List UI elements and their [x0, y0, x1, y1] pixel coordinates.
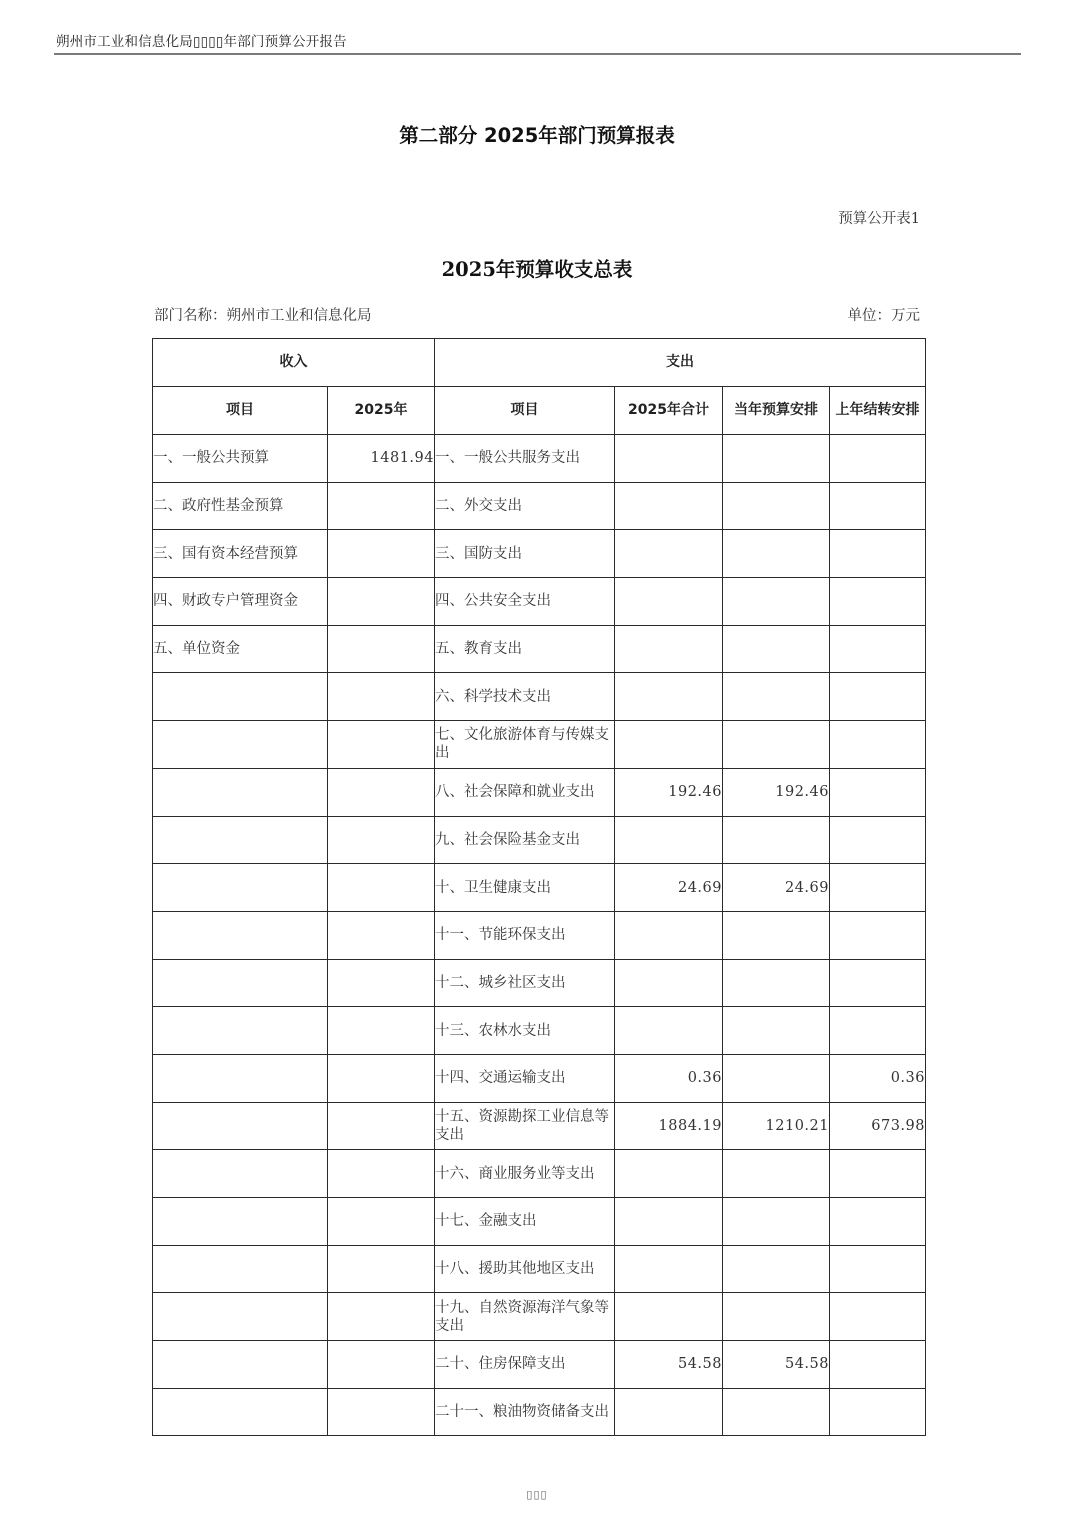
expense-current-cell	[723, 673, 830, 721]
table-row	[153, 578, 926, 626]
unit-label: 单位：万元	[847, 308, 920, 324]
income-amount-cell	[328, 1245, 435, 1293]
income-amount-cell	[328, 721, 435, 769]
expense-current-cell	[723, 1150, 830, 1198]
income-item-cell: 一、一般公共预算	[153, 435, 328, 483]
expense-total-cell	[615, 673, 723, 721]
expense-current-cell	[723, 911, 830, 959]
budget-summary-table	[152, 338, 926, 1436]
expense-item-cell: 三、国防支出	[435, 530, 615, 578]
expense-carryover-cell	[830, 1150, 926, 1198]
table-row	[153, 1245, 926, 1293]
expense-current-cell	[723, 1388, 830, 1436]
table-row	[153, 625, 926, 673]
table-row	[153, 1054, 926, 1102]
expense-total-cell: 54.58	[615, 1341, 723, 1389]
expense-current-cell	[723, 959, 830, 1007]
expense-total-cell	[615, 1293, 723, 1341]
table-title: 2025年预算收支总表	[441, 258, 633, 281]
expense-total-cell	[615, 1245, 723, 1293]
expense-total-cell	[615, 911, 723, 959]
part-title: 第二部分 2025年部门预算报表	[399, 124, 675, 147]
income-amount-cell	[328, 816, 435, 864]
expense-item-cell: 七、文化旅游体育与传媒支出	[435, 721, 615, 769]
table-row	[153, 768, 926, 816]
expense-current-cell	[723, 1245, 830, 1293]
income-amount-cell	[328, 1007, 435, 1055]
expense-carryover-cell	[830, 673, 926, 721]
expense-item-cell: 十二、城乡社区支出	[435, 959, 615, 1007]
expense-carryover-cell	[830, 1007, 926, 1055]
expense-total-cell	[615, 816, 723, 864]
income-item-cell	[153, 959, 328, 1007]
col-income-2025: 2025年	[328, 387, 435, 435]
col-expense-total: 2025年合计	[615, 387, 723, 435]
income-amount-cell	[328, 482, 435, 530]
income-amount-cell	[328, 1388, 435, 1436]
expense-item-cell: 十五、资源勘探工业信息等支出	[435, 1102, 615, 1150]
expense-current-cell	[723, 482, 830, 530]
table-row	[153, 1341, 926, 1389]
expense-item-cell: 八、社会保障和就业支出	[435, 768, 615, 816]
expense-item-cell: 二十一、粮油物资储备支出	[435, 1388, 615, 1436]
income-item-cell	[153, 1150, 328, 1198]
income-item-cell	[153, 1102, 328, 1150]
expense-total-cell: 192.46	[615, 768, 723, 816]
income-item-cell: 三、国有资本经营预算	[153, 530, 328, 578]
table-row	[153, 864, 926, 912]
expense-item-cell: 十一、节能环保支出	[435, 911, 615, 959]
expense-carryover-cell	[830, 435, 926, 483]
page-number: ▯▯▯	[526, 1488, 548, 1501]
table-number: 预算公开表1	[838, 211, 920, 227]
income-amount-cell	[328, 959, 435, 1007]
expense-current-cell: 24.69	[723, 864, 830, 912]
income-item-cell	[153, 673, 328, 721]
expense-item-cell: 五、教育支出	[435, 625, 615, 673]
expense-carryover-cell	[830, 1198, 926, 1246]
expense-total-cell	[615, 578, 723, 626]
table-row	[153, 1198, 926, 1246]
expense-total-cell	[615, 1388, 723, 1436]
expense-item-cell: 六、科学技术支出	[435, 673, 615, 721]
expense-carryover-cell: 0.36	[830, 1054, 926, 1102]
expense-item-cell: 十七、金融支出	[435, 1198, 615, 1246]
income-amount-cell	[328, 1293, 435, 1341]
expense-total-cell: 1884.19	[615, 1102, 723, 1150]
table-row	[153, 1102, 926, 1150]
income-item-cell	[153, 1198, 328, 1246]
expense-current-cell	[723, 1198, 830, 1246]
income-amount-cell	[328, 864, 435, 912]
income-item-cell: 四、财政专户管理资金	[153, 578, 328, 626]
expense-total-cell	[615, 1007, 723, 1055]
income-item-cell	[153, 1007, 328, 1055]
expense-total-cell	[615, 721, 723, 769]
expense-item-cell: 十八、援助其他地区支出	[435, 1245, 615, 1293]
income-amount-cell	[328, 1054, 435, 1102]
income-item-cell	[153, 864, 328, 912]
income-amount-cell: 1481.94	[328, 435, 435, 483]
col-income-item: 项目	[153, 387, 328, 435]
column-header-row	[153, 387, 926, 435]
expense-total-cell	[615, 482, 723, 530]
expense-carryover-cell	[830, 1245, 926, 1293]
income-item-cell	[153, 1054, 328, 1102]
expense-item-cell: 十三、农林水支出	[435, 1007, 615, 1055]
income-item-cell	[153, 1341, 328, 1389]
income-amount-cell	[328, 625, 435, 673]
expense-carryover-cell	[830, 959, 926, 1007]
expense-item-cell: 四、公共安全支出	[435, 578, 615, 626]
expense-current-cell	[723, 578, 830, 626]
income-amount-cell	[328, 530, 435, 578]
table-row	[153, 911, 926, 959]
table-row	[153, 1150, 926, 1198]
table-row	[153, 1007, 926, 1055]
income-amount-cell	[328, 578, 435, 626]
income-amount-cell	[328, 1102, 435, 1150]
expense-total-cell	[615, 530, 723, 578]
department-name: 部门名称：朔州市工业和信息化局	[154, 308, 372, 324]
income-item-cell	[153, 1293, 328, 1341]
income-item-cell	[153, 721, 328, 769]
income-amount-cell	[328, 1198, 435, 1246]
expense-current-cell	[723, 435, 830, 483]
table-row	[153, 435, 926, 483]
group-header-row	[153, 339, 926, 387]
income-amount-cell	[328, 1341, 435, 1389]
expense-total-cell	[615, 435, 723, 483]
table-row	[153, 673, 926, 721]
expense-item-cell: 二、外交支出	[435, 482, 615, 530]
expense-carryover-cell	[830, 578, 926, 626]
expense-carryover-cell	[830, 768, 926, 816]
income-amount-cell	[328, 768, 435, 816]
income-item-cell: 二、政府性基金预算	[153, 482, 328, 530]
expense-current-cell	[723, 625, 830, 673]
expense-current-cell	[723, 1293, 830, 1341]
income-item-cell: 五、单位资金	[153, 625, 328, 673]
table-row	[153, 530, 926, 578]
expense-current-cell	[723, 530, 830, 578]
col-expense-carryover: 上年结转安排	[830, 387, 926, 435]
income-item-cell	[153, 768, 328, 816]
expense-carryover-cell	[830, 816, 926, 864]
expense-current-cell	[723, 1007, 830, 1055]
income-item-cell	[153, 1245, 328, 1293]
running-header: 朔州市工业和信息化局▯▯▯▯年部门预算公开报告	[56, 34, 347, 50]
income-item-cell	[153, 911, 328, 959]
income-item-cell	[153, 816, 328, 864]
expense-carryover-cell	[830, 721, 926, 769]
expense-total-cell	[615, 1198, 723, 1246]
expense-total-cell: 24.69	[615, 864, 723, 912]
expense-item-cell: 二十、住房保障支出	[435, 1341, 615, 1389]
table-row	[153, 482, 926, 530]
expense-current-cell	[723, 816, 830, 864]
expense-current-cell: 192.46	[723, 768, 830, 816]
expense-total-cell	[615, 625, 723, 673]
expense-item-cell: 十九、自然资源海洋气象等支出	[435, 1293, 615, 1341]
table-row	[153, 959, 926, 1007]
expense-carryover-cell	[830, 482, 926, 530]
income-amount-cell	[328, 911, 435, 959]
expense-total-cell	[615, 1150, 723, 1198]
header-divider	[54, 53, 1021, 55]
table-row	[153, 1293, 926, 1341]
expense-item-cell: 一、一般公共服务支出	[435, 435, 615, 483]
expense-carryover-cell	[830, 1293, 926, 1341]
expense-item-cell: 十四、交通运输支出	[435, 1054, 615, 1102]
expense-item-cell: 十、卫生健康支出	[435, 864, 615, 912]
expense-current-cell	[723, 721, 830, 769]
expense-carryover-cell	[830, 625, 926, 673]
expense-total-cell	[615, 959, 723, 1007]
income-item-cell	[153, 1388, 328, 1436]
table-row	[153, 1388, 926, 1436]
expense-carryover-cell: 673.98	[830, 1102, 926, 1150]
expense-current-cell: 54.58	[723, 1341, 830, 1389]
expense-carryover-cell	[830, 1388, 926, 1436]
table-row	[153, 816, 926, 864]
income-group-header: 收入	[153, 339, 435, 387]
income-amount-cell	[328, 673, 435, 721]
expense-item-cell: 九、社会保险基金支出	[435, 816, 615, 864]
expense-current-cell	[723, 1054, 830, 1102]
expense-total-cell: 0.36	[615, 1054, 723, 1102]
expense-item-cell: 十六、商业服务业等支出	[435, 1150, 615, 1198]
col-expense-item: 项目	[435, 387, 615, 435]
income-amount-cell	[328, 1150, 435, 1198]
expense-current-cell: 1210.21	[723, 1102, 830, 1150]
table-row	[153, 721, 926, 769]
expense-carryover-cell	[830, 530, 926, 578]
expense-carryover-cell	[830, 1341, 926, 1389]
col-expense-current: 当年预算安排	[723, 387, 830, 435]
expense-group-header: 支出	[435, 339, 926, 387]
expense-carryover-cell	[830, 911, 926, 959]
expense-carryover-cell	[830, 864, 926, 912]
